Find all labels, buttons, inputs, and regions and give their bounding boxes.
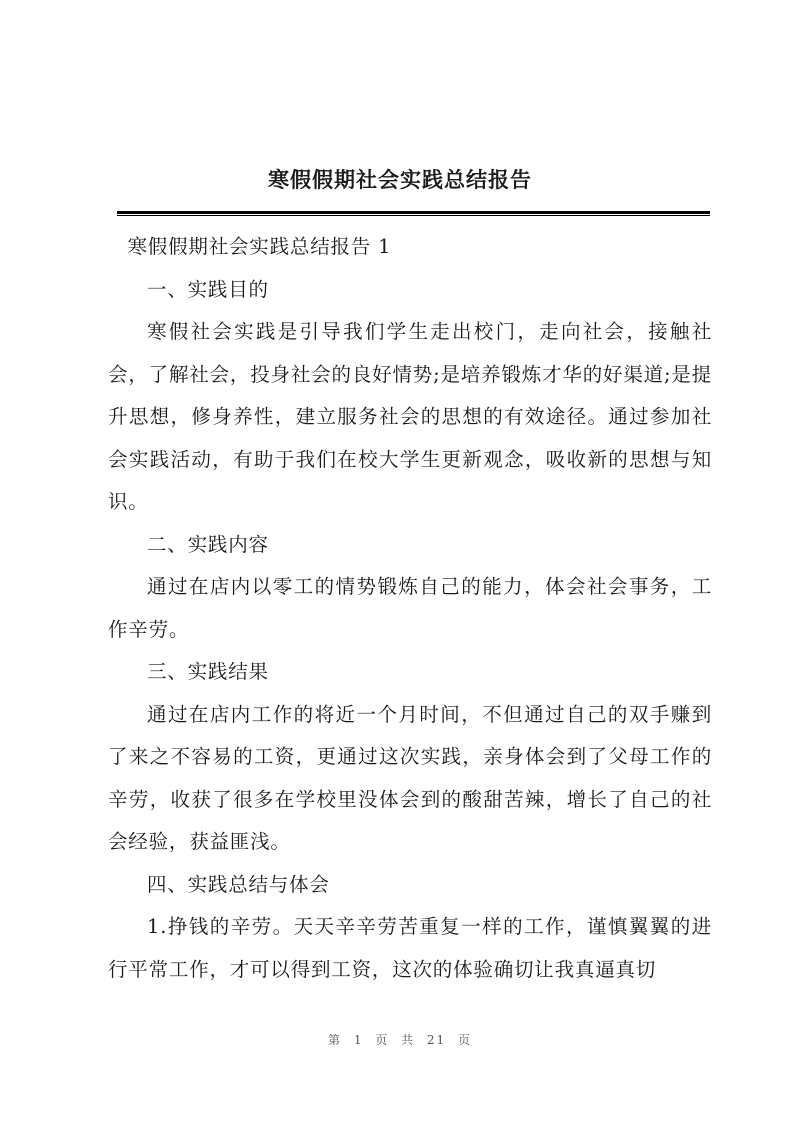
section-heading: 四、实践总结与体会 [147,872,330,896]
subtitle: 寒假假期社会实践总结报告 1 [127,235,392,258]
section-heading: 三、实践结果 [147,660,269,683]
document-title: 寒假假期社会实践总结报告 [268,167,532,192]
section-heading: 一、实践目的 [147,277,269,301]
document-body [108,226,712,991]
section-heading: 二、实践内容 [147,532,269,556]
page-footer: 第 1 页 共 21 页 [328,1033,472,1047]
paragraph: 通过在店内以零工的情势锻炼自己的能力，体会社会事务，工作辛劳。 [108,575,712,641]
paragraph: 通过在店内工作的将近一个月时间，不但通过自己的双手赚到了来之不容易的工资，更通过这次实践，亲身体会到了父母工作的辛劳，收获了很多在学校里没体会到的酸甜苦辣，增长了自己的社会经验，获益匪浅。 [108,702,712,853]
title-divider [117,211,710,216]
paragraph: 1.挣钱的辛劳。天天辛辛劳苦重复一样的工作，谨慎翼翼的进行平常工作，才可以得到工资，这次的体验确切让我真逼真切 [108,915,712,981]
paragraph: 寒假社会实践是引导我们学生走出校门，走向社会，接触社会，了解社会，投身社会的良好情势;是培养锻炼才华的好渠道;是提升思想，修身养性，建立服务社会的思想的有效途径。通过参加社会实践活动，有助于我们在校大学生更新观念，吸收新的思想与知识。 [108,320,712,513]
